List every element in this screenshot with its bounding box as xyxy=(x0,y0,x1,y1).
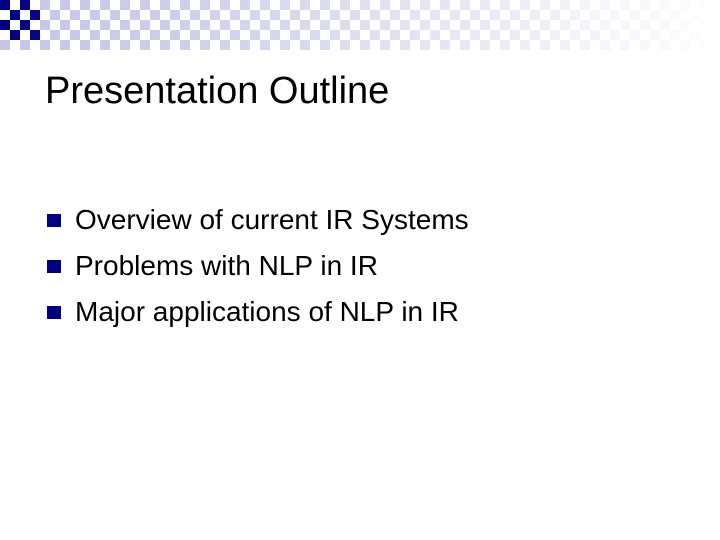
bullet-text: Major applications of NLP in IR xyxy=(75,296,459,327)
bullet-list xyxy=(45,197,469,335)
checkerboard-decoration xyxy=(0,0,720,50)
bullet-item-problems xyxy=(45,243,469,289)
bullet-item-applications xyxy=(45,289,469,335)
square-bullet-icon xyxy=(47,214,61,227)
square-bullet-icon xyxy=(47,306,61,319)
square-bullet-icon xyxy=(47,260,61,273)
bullet-item-overview xyxy=(45,197,469,243)
slide-title: Presentation Outline xyxy=(45,70,390,112)
bullet-text: Overview of current IR Systems xyxy=(75,204,469,235)
bullet-text: Problems with NLP in IR xyxy=(75,250,378,281)
